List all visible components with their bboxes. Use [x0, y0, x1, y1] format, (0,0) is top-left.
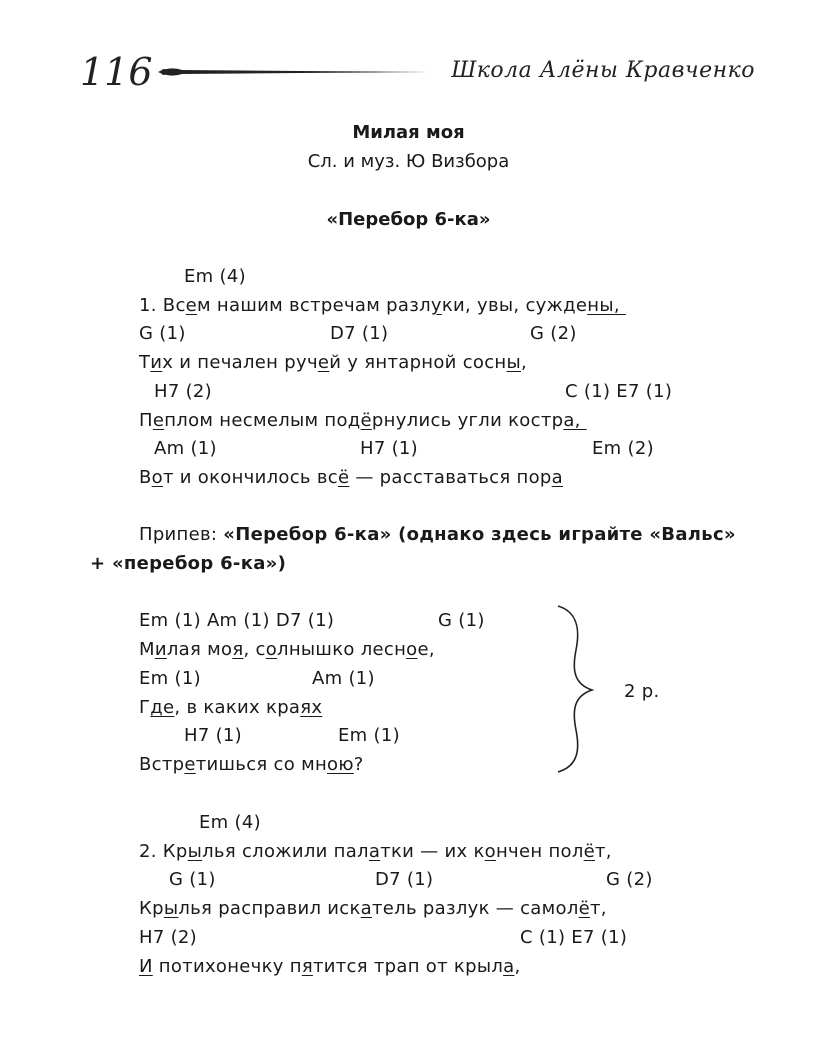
- page-number: 116: [80, 50, 153, 94]
- chord: Em (1): [338, 725, 400, 746]
- lyric-line: Милая моя, солнышко лесное,: [139, 639, 435, 660]
- chord: H7 (2): [139, 927, 198, 948]
- chord: Em (2): [592, 438, 654, 459]
- chord-line: Em (4): [184, 266, 246, 287]
- chord: G (1): [139, 323, 186, 344]
- lyric-line: Где, в каких краях: [139, 697, 323, 718]
- chord: Am (1): [154, 438, 217, 459]
- running-title: Школа Алёны Кравченко: [451, 58, 755, 83]
- chord: Em (1) Am (1) D7 (1): [139, 610, 335, 631]
- song-title: Милая моя: [352, 122, 465, 143]
- repeat-count: 2 р.: [624, 681, 660, 702]
- chord: C (1) E7 (1): [565, 381, 673, 402]
- chord: G (1): [438, 610, 485, 631]
- chord: H7 (1): [184, 725, 243, 746]
- chorus-instruction: Припев: «Перебор 6-ка» (однако здесь играйте «Вальс»: [139, 524, 736, 545]
- chord: D7 (1): [375, 869, 434, 890]
- lyric-line: Пеплом несмелым подёрнулись угли костра,: [139, 410, 587, 431]
- chord: C (1) E7 (1): [520, 927, 628, 948]
- chord: G (1): [169, 869, 216, 890]
- lyric-line: Крылья расправил искатель разлук — самолёт,: [139, 898, 607, 919]
- chord: H7 (2): [154, 381, 213, 402]
- lyric-line: 1. Всем нашим встречам разлуки, увы, суждены,: [139, 295, 626, 316]
- chord: H7 (1): [360, 438, 419, 459]
- chord: Em (1): [139, 668, 201, 689]
- chord: Am (1): [312, 668, 375, 689]
- chord: G (2): [606, 869, 653, 890]
- pattern-label: «Перебор 6-ка»: [326, 209, 491, 230]
- chorus-instruction-cont: + «перебор 6-ка»): [90, 553, 287, 574]
- lyric-line: Тих и печален ручей у янтарной сосны,: [139, 352, 528, 373]
- lyric-line: Вот и окончилось всё — расставаться пора: [139, 467, 563, 488]
- chord: G (2): [530, 323, 577, 344]
- song-credits: Сл. и муз. Ю Визбора: [307, 151, 510, 172]
- chord-line: Em (4): [199, 812, 261, 833]
- lyric-line: Встретишься со мною?: [139, 754, 364, 775]
- lyric-line: И потихонечку пятится трап от крыла,: [139, 956, 521, 977]
- lyric-line: 2. Крылья сложили палатки — их кончен полёт,: [139, 841, 612, 862]
- chord: D7 (1): [330, 323, 389, 344]
